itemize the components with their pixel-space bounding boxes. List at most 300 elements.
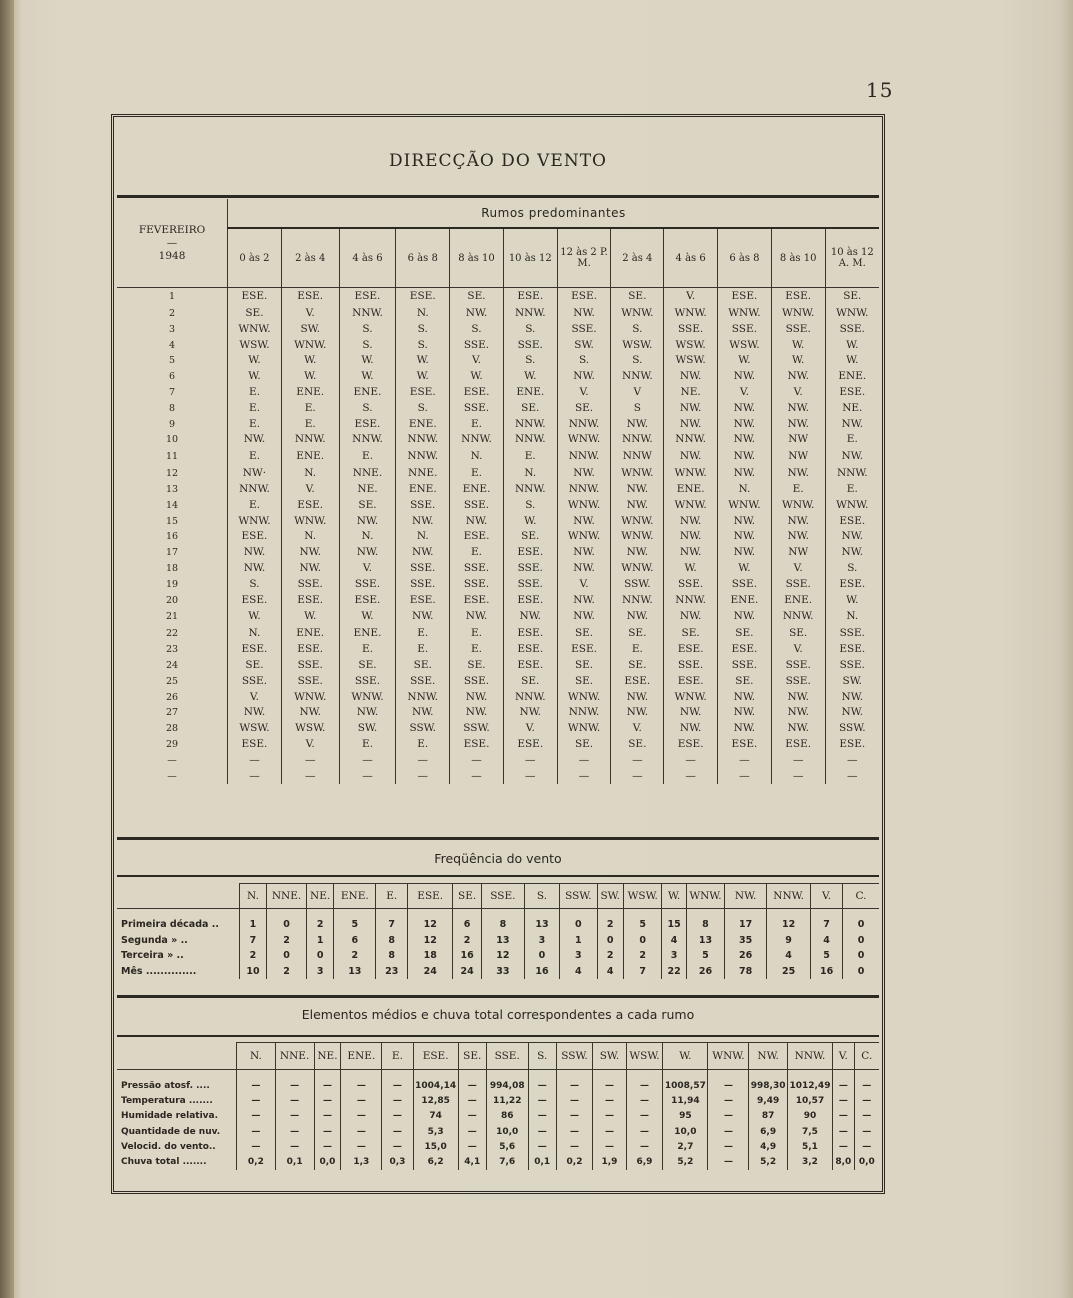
wind-direction-cell: SE. xyxy=(396,658,450,674)
wind-direction-cell: E. xyxy=(450,545,504,561)
wind-direction-cell: W. xyxy=(825,593,879,609)
wind-direction-cell: N. xyxy=(718,482,772,498)
day-row xyxy=(117,561,879,577)
wind-direction-cell: SE. xyxy=(503,674,557,690)
wind-direction-cell: NNW. xyxy=(557,482,611,498)
wind-direction-cell: — xyxy=(771,753,825,769)
wind-direction-cell: NW. xyxy=(557,466,611,482)
wind-direction-cell: E. xyxy=(825,432,879,448)
day-number: 25 xyxy=(165,675,179,687)
value-cell: 2 xyxy=(453,933,482,949)
wind-direction-cell: — xyxy=(664,769,718,785)
direction-column-header: NE. xyxy=(314,1043,341,1070)
value-cell: 2 xyxy=(597,909,623,933)
row-label: Segunda » .. xyxy=(121,934,188,946)
direction-column-header: NNE. xyxy=(275,1043,314,1070)
value-cell: 0 xyxy=(267,948,307,964)
wind-direction-cell: WSW. xyxy=(664,338,718,354)
wind-direction-cell: E. xyxy=(339,737,396,753)
value-cell: — xyxy=(556,1139,593,1154)
wind-direction-cell: W. xyxy=(339,369,396,385)
wind-direction-cell: WNW. xyxy=(825,498,879,514)
value-cell: — xyxy=(528,1093,556,1108)
separator xyxy=(117,837,879,840)
wind-direction-cell: ESE. xyxy=(396,593,450,609)
wind-direction-cell: SSE. xyxy=(503,577,557,593)
wind-direction-cell: NW xyxy=(771,448,825,466)
wind-direction-cell: ESE. xyxy=(718,737,772,753)
row-label: Pressão atosf. .... xyxy=(121,1080,210,1091)
wind-direction-cell: ESE. xyxy=(664,642,718,658)
value-cell: 1 xyxy=(239,909,267,933)
month-header xyxy=(117,199,228,288)
wind-direction-cell: WSW. xyxy=(281,721,339,737)
wind-direction-cell: E. xyxy=(339,448,396,466)
wind-direction-cell: W. xyxy=(281,608,339,626)
value-cell: — xyxy=(237,1124,276,1139)
wind-direction-cell: W. xyxy=(450,369,504,385)
wind-direction-cell: SE. xyxy=(339,658,396,674)
wind-direction-cell: S. xyxy=(339,338,396,354)
value-cell: 13 xyxy=(334,964,376,980)
wind-direction-cell: E. xyxy=(281,401,339,417)
day-row xyxy=(117,769,879,785)
wind-direction-cell: NNE. xyxy=(396,466,450,482)
wind-direction-cell: N. xyxy=(339,529,396,545)
day-number: — xyxy=(167,754,177,766)
wind-direction-cell: — xyxy=(281,769,339,785)
wind-direction-cell: ESE. xyxy=(450,593,504,609)
value-cell: 5,2 xyxy=(663,1154,708,1169)
wind-direction-cell: NW. xyxy=(664,448,718,466)
wind-direction-cell: SSE. xyxy=(396,577,450,593)
wind-direction-cell: NW. xyxy=(664,721,718,737)
value-cell: 4 xyxy=(662,933,686,949)
wind-direction-cell: N. xyxy=(281,466,339,482)
day-row xyxy=(117,593,879,609)
wind-direction-cell: SW. xyxy=(339,721,396,737)
wind-direction-cell: S. xyxy=(503,322,557,338)
wind-direction-cell: ENE. xyxy=(771,593,825,609)
summary-row xyxy=(117,948,879,964)
wind-direction-body xyxy=(117,288,879,785)
wind-direction-cell: NW. xyxy=(664,705,718,721)
direction-column-header: V. xyxy=(811,884,843,909)
value-cell: — xyxy=(314,1070,341,1094)
wind-direction-cell: SE. xyxy=(825,288,879,307)
value-cell: 3 xyxy=(524,933,559,949)
wind-direction-cell: NW. xyxy=(228,705,282,721)
wind-direction-cell: SSE. xyxy=(503,561,557,577)
value-cell: — xyxy=(341,1070,382,1094)
value-cell: — xyxy=(275,1109,314,1124)
wind-direction-cell: SSE. xyxy=(228,674,282,690)
wind-direction-cell: — xyxy=(228,753,282,769)
wind-direction-cell: E. xyxy=(825,482,879,498)
direction-column-header: NE. xyxy=(306,884,334,909)
wind-direction-cell: NNW. xyxy=(557,417,611,433)
value-cell: — xyxy=(275,1093,314,1108)
value-cell: — xyxy=(708,1109,749,1124)
wind-direction-cell: ESE. xyxy=(825,642,879,658)
value-cell: — xyxy=(626,1093,663,1108)
direction-column-header: ESE. xyxy=(408,884,453,909)
wind-direction-cell: NNW. xyxy=(281,432,339,448)
elements-body xyxy=(117,1070,879,1170)
direction-column-header: V. xyxy=(833,1043,855,1070)
value-cell: 4,1 xyxy=(458,1154,486,1169)
frequency-header-row xyxy=(117,884,879,909)
value-cell: — xyxy=(593,1124,626,1139)
wind-direction-cell: — xyxy=(503,769,557,785)
day-row xyxy=(117,322,879,338)
value-cell: 10,57 xyxy=(787,1093,832,1108)
value-cell: — xyxy=(341,1109,382,1124)
value-cell: 0 xyxy=(843,964,879,980)
value-cell: 1 xyxy=(560,933,597,949)
wind-direction-cell: NW. xyxy=(718,466,772,482)
wind-direction-cell: NW. xyxy=(450,306,504,322)
wind-direction-cell: SE. xyxy=(611,626,664,642)
value-cell: 16 xyxy=(524,964,559,980)
direction-column-header: ENE. xyxy=(334,884,376,909)
wind-direction-cell: SE. xyxy=(557,658,611,674)
value-cell: 15 xyxy=(662,909,686,933)
wind-direction-cell: NW. xyxy=(611,705,664,721)
wind-direction-cell: SSE. xyxy=(664,322,718,338)
day-row xyxy=(117,432,879,448)
wind-direction-cell: SE. xyxy=(718,626,772,642)
value-cell: — xyxy=(593,1070,626,1094)
value-cell: — xyxy=(708,1154,749,1169)
wind-direction-cell: NW. xyxy=(771,721,825,737)
wind-direction-cell: WSW. xyxy=(611,338,664,354)
value-cell: 24 xyxy=(453,964,482,980)
wind-direction-cell: SE. xyxy=(503,529,557,545)
wind-direction-cell: NNW. xyxy=(771,608,825,626)
wind-direction-cell: W. xyxy=(228,608,282,626)
value-cell: 33 xyxy=(481,964,524,980)
wind-direction-cell: ENE. xyxy=(503,385,557,401)
wind-direction-cell: E. xyxy=(450,417,504,433)
wind-direction-cell: NW. xyxy=(718,705,772,721)
day-row xyxy=(117,674,879,690)
wind-direction-cell: ESE. xyxy=(281,593,339,609)
wind-direction-cell: E. xyxy=(771,482,825,498)
value-cell: 25 xyxy=(767,964,811,980)
value-cell: 16 xyxy=(453,948,482,964)
value-cell: — xyxy=(237,1109,276,1124)
value-cell: — xyxy=(556,1124,593,1139)
wind-direction-cell: NW. xyxy=(664,401,718,417)
wind-direction-cell: NW. xyxy=(228,561,282,577)
value-cell: — xyxy=(458,1139,486,1154)
wind-direction-cell: SSE. xyxy=(771,674,825,690)
wind-direction-cell: SSW. xyxy=(396,721,450,737)
wind-direction-cell: NW. xyxy=(228,432,282,448)
wind-direction-cell: WNW. xyxy=(825,306,879,322)
wind-direction-cell: NNW. xyxy=(825,466,879,482)
wind-direction-cell: — xyxy=(718,753,772,769)
day-row xyxy=(117,369,879,385)
wind-direction-cell: SSE. xyxy=(450,401,504,417)
value-cell: 78 xyxy=(725,964,767,980)
direction-column-header: NNW. xyxy=(787,1043,832,1070)
wind-direction-cell: V. xyxy=(718,385,772,401)
wind-direction-cell: ENE. xyxy=(450,482,504,498)
value-cell: — xyxy=(833,1124,855,1139)
wind-direction-cell: N. xyxy=(281,529,339,545)
wind-direction-cell: ESE. xyxy=(281,288,339,307)
value-cell: — xyxy=(382,1093,413,1108)
value-cell: 0,0 xyxy=(314,1154,341,1169)
wind-direction-cell: NW. xyxy=(503,608,557,626)
wind-direction-table xyxy=(117,199,879,784)
wind-direction-cell: ESE. xyxy=(771,737,825,753)
wind-direction-cell: WNW. xyxy=(611,466,664,482)
wind-direction-cell: WNW. xyxy=(718,306,772,322)
value-cell: 6 xyxy=(334,933,376,949)
wind-direction-cell: ESE. xyxy=(339,288,396,307)
day-number: — xyxy=(167,770,177,782)
wind-direction-cell: SE. xyxy=(503,401,557,417)
day-number: 13 xyxy=(165,483,179,495)
direction-column-header: SE. xyxy=(453,884,482,909)
direction-column-header: SW. xyxy=(593,1043,626,1070)
hour-column-header: 10 às 12 xyxy=(503,228,557,288)
wind-direction-cell: WNW. xyxy=(718,498,772,514)
value-cell: — xyxy=(708,1139,749,1154)
wind-direction-cell: SSE. xyxy=(281,674,339,690)
wind-direction-cell: ENE. xyxy=(281,626,339,642)
direction-column-header: NW. xyxy=(749,1043,787,1070)
direction-column-header: SSW. xyxy=(556,1043,593,1070)
wind-direction-cell: NW. xyxy=(825,545,879,561)
wind-direction-cell: NW. xyxy=(771,690,825,706)
value-cell: 5,6 xyxy=(486,1139,528,1154)
wind-direction-cell: SSE. xyxy=(396,561,450,577)
value-cell: 74 xyxy=(413,1109,458,1124)
wind-direction-cell: SSE. xyxy=(718,658,772,674)
wind-direction-cell: WNW. xyxy=(771,306,825,322)
row-label: Temperatura ....... xyxy=(121,1095,213,1106)
day-row xyxy=(117,498,879,514)
value-cell: 5 xyxy=(811,948,843,964)
wind-direction-cell: NW. xyxy=(825,690,879,706)
day-row xyxy=(117,642,879,658)
value-cell: 11,94 xyxy=(663,1093,708,1108)
wind-direction-cell: NW. xyxy=(450,705,504,721)
wind-direction-cell: SSE. xyxy=(450,577,504,593)
value-cell: 0 xyxy=(843,933,879,949)
value-cell: — xyxy=(833,1139,855,1154)
day-number: 5 xyxy=(169,355,176,367)
wind-direction-cell: — xyxy=(339,769,396,785)
value-cell: 6,9 xyxy=(749,1124,787,1139)
wind-direction-cell: ESE. xyxy=(281,498,339,514)
value-cell: 0 xyxy=(623,933,662,949)
wind-direction-cell: NNW. xyxy=(664,432,718,448)
value-cell: 6,9 xyxy=(626,1154,663,1169)
wind-direction-cell: NNW. xyxy=(228,482,282,498)
wind-direction-cell: NW. xyxy=(557,514,611,530)
wind-direction-cell: NNW. xyxy=(396,448,450,466)
wind-direction-cell: W. xyxy=(281,369,339,385)
separator xyxy=(117,995,879,998)
wind-direction-cell: S. xyxy=(396,401,450,417)
wind-direction-cell: NW. xyxy=(281,561,339,577)
value-cell: — xyxy=(314,1093,341,1108)
wind-direction-cell: NW. xyxy=(557,561,611,577)
direction-column-header: E. xyxy=(376,884,408,909)
wind-direction-cell: S xyxy=(611,401,664,417)
hour-header-row xyxy=(117,228,879,288)
wind-direction-cell: W. xyxy=(718,353,772,369)
value-cell: — xyxy=(854,1093,879,1108)
wind-direction-cell: V. xyxy=(281,737,339,753)
value-cell: 87 xyxy=(749,1109,787,1124)
value-cell: 5,2 xyxy=(749,1154,787,1169)
wind-direction-cell: E. xyxy=(450,466,504,482)
value-cell: 2 xyxy=(267,933,307,949)
value-cell: 0,2 xyxy=(556,1154,593,1169)
day-row xyxy=(117,353,879,369)
wind-direction-cell: WNW. xyxy=(228,322,282,338)
value-cell: — xyxy=(593,1093,626,1108)
value-cell: — xyxy=(626,1070,663,1094)
wind-direction-cell: W. xyxy=(825,353,879,369)
title-box xyxy=(117,120,879,198)
wind-direction-cell: E. xyxy=(228,401,282,417)
day-row xyxy=(117,529,879,545)
direction-column-header: NNE. xyxy=(267,884,307,909)
day-row xyxy=(117,721,879,737)
wind-direction-cell: NW. xyxy=(396,514,450,530)
value-cell: — xyxy=(556,1093,593,1108)
wind-direction-cell: S. xyxy=(396,338,450,354)
day-number: 14 xyxy=(165,499,179,511)
frequency-body xyxy=(117,909,879,980)
value-cell: 12 xyxy=(481,948,524,964)
wind-direction-cell: WNW. xyxy=(557,432,611,448)
wind-direction-cell: — xyxy=(450,769,504,785)
value-cell: 2 xyxy=(267,964,307,980)
wind-direction-cell: — xyxy=(450,753,504,769)
value-cell: — xyxy=(314,1124,341,1139)
wind-direction-cell: — xyxy=(825,753,879,769)
direction-column-header: SSE. xyxy=(486,1043,528,1070)
wind-direction-cell: SSE. xyxy=(771,322,825,338)
wind-direction-cell: N. xyxy=(396,306,450,322)
page-number: 15 xyxy=(866,78,894,102)
wind-direction-cell: NNW. xyxy=(396,690,450,706)
value-cell: 23 xyxy=(376,964,408,980)
wind-direction-cell: NW. xyxy=(664,529,718,545)
value-cell: 1,3 xyxy=(341,1154,382,1169)
row-label: Humidade relativa. xyxy=(121,1111,219,1122)
value-cell: — xyxy=(708,1070,749,1094)
value-cell: 1004,14 xyxy=(413,1070,458,1094)
wind-direction-cell: — xyxy=(281,753,339,769)
frequency-rule xyxy=(117,875,879,877)
value-cell: — xyxy=(382,1070,413,1094)
value-cell: 5,1 xyxy=(787,1139,832,1154)
value-cell: 95 xyxy=(663,1109,708,1124)
wind-direction-cell: NE. xyxy=(339,482,396,498)
wind-direction-cell: WNW. xyxy=(664,690,718,706)
wind-direction-cell: W. xyxy=(771,353,825,369)
wind-direction-cell: ENE. xyxy=(339,385,396,401)
value-cell: — xyxy=(341,1093,382,1108)
wind-direction-cell: ESE. xyxy=(503,545,557,561)
value-cell: — xyxy=(458,1109,486,1124)
value-cell: — xyxy=(314,1109,341,1124)
wind-direction-cell: N. xyxy=(825,608,879,626)
hour-column-header: 10 às 12 A. M. xyxy=(825,228,879,288)
wind-direction-cell: SSE. xyxy=(396,674,450,690)
direction-column-header: SE. xyxy=(458,1043,486,1070)
wind-direction-cell: W. xyxy=(396,369,450,385)
wind-direction-cell: NW xyxy=(771,545,825,561)
elements-header-row xyxy=(117,1043,879,1070)
direction-column-header: NNW. xyxy=(767,884,811,909)
wind-direction-cell: SSE. xyxy=(450,674,504,690)
wind-direction-cell: ESE. xyxy=(503,737,557,753)
wind-direction-cell: WNW. xyxy=(664,466,718,482)
wind-direction-cell: SE. xyxy=(664,626,718,642)
direction-column-header: WSW. xyxy=(623,884,662,909)
value-cell: 994,08 xyxy=(486,1070,528,1094)
wind-direction-cell: — xyxy=(825,769,879,785)
wind-direction-cell: SE. xyxy=(228,306,282,322)
value-cell: 5 xyxy=(334,909,376,933)
value-cell: — xyxy=(528,1109,556,1124)
wind-direction-cell: WNW. xyxy=(228,514,282,530)
wind-direction-cell: NNW. xyxy=(503,432,557,448)
day-number: 23 xyxy=(165,644,179,656)
day-number: 17 xyxy=(165,547,179,559)
wind-direction-cell: SSE. xyxy=(450,561,504,577)
wind-direction-cell: NW. xyxy=(825,448,879,466)
wind-direction-cell: NNW. xyxy=(557,448,611,466)
wind-direction-cell: SE. xyxy=(718,674,772,690)
wind-direction-cell: W. xyxy=(228,353,282,369)
value-cell: 10,0 xyxy=(663,1124,708,1139)
day-row xyxy=(117,288,879,307)
value-cell: 8 xyxy=(481,909,524,933)
wind-direction-cell: WNW. xyxy=(611,514,664,530)
value-cell: 8 xyxy=(376,933,408,949)
row-label: Velocid. do vento.. xyxy=(121,1141,216,1152)
wind-direction-cell: E. xyxy=(611,642,664,658)
wind-direction-cell: ESE. xyxy=(825,737,879,753)
wind-direction-cell: SE. xyxy=(611,658,664,674)
wind-direction-cell: NW. xyxy=(664,369,718,385)
value-cell: 0 xyxy=(597,933,623,949)
wind-direction-cell: — xyxy=(339,753,396,769)
wind-direction-cell: V. xyxy=(281,482,339,498)
value-cell: — xyxy=(458,1070,486,1094)
wind-direction-cell: W. xyxy=(339,353,396,369)
summary-row xyxy=(117,1154,879,1169)
wind-direction-cell: S. xyxy=(396,322,450,338)
direction-column-header: S. xyxy=(524,884,559,909)
wind-direction-cell: S. xyxy=(228,577,282,593)
value-cell: 4,9 xyxy=(749,1139,787,1154)
day-row xyxy=(117,545,879,561)
value-cell: 1 xyxy=(306,933,334,949)
elements-title: Elementos médios e chuva total correspondentes a cada rumo xyxy=(301,1007,695,1022)
